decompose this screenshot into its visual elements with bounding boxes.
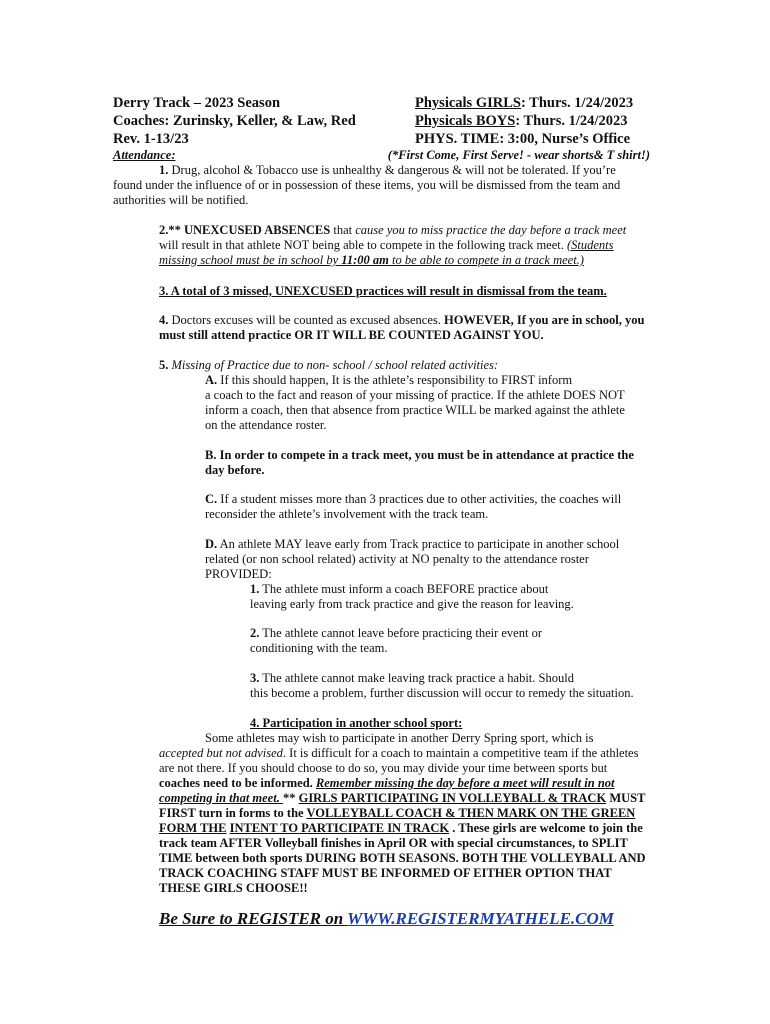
participation-line-8: track team AFTER Volleyball finishes in April OR with special circumstances, to SPLIT	[159, 836, 628, 850]
participation-line-2: accepted but not advised. It is difficult for a coach to maintain a competitive team if the athletes	[159, 746, 639, 760]
item-5a-line-2: a coach to the fact and reason of your missing of practice. If the athlete DOES NOT	[205, 388, 625, 402]
attendance-label: Attendance:	[113, 148, 176, 162]
item-5b-line-2: day before.	[205, 463, 265, 477]
participation-line-10: TRACK COACHING STAFF MUST BE INFORMED OF EITHER OPTION THAT	[159, 866, 612, 880]
item-4-line-2: must still attend practice OR IT WILL BE COUNTED AGAINST YOU.	[159, 328, 544, 342]
item-3: 3. A total of 3 missed, UNEXCUSED practices will result in dismissal from the team.	[159, 284, 607, 298]
physicals-boys	[415, 112, 633, 130]
participation-line-6: FIRST turn in forms to the VOLLEYBALL COACH & THEN MARK ON THE GREEN	[159, 806, 636, 820]
physicals-boys-label: Physicals BOYS	[415, 113, 516, 129]
item-1-line-1: 1. Drug, alcohol & Tobacco use is unhealthy & dangerous & will not be tolerated. If you’re	[159, 163, 616, 177]
item-2-line-1: 2.** UNEXCUSED ABSENCES that cause you to miss practice the day before a track meet	[159, 223, 627, 237]
participation-line-3: are not there. If you should choose to do so, you may divide your time between sports but	[159, 761, 608, 775]
item-5d-sub-4-heading: 4. Participation in another school sport:	[250, 716, 463, 730]
item-5d-sub-2-line-2: conditioning with the team.	[250, 641, 388, 655]
physicals-boys-date: : Thurs. 1/24/2023	[515, 113, 628, 129]
item-5-heading: 5. Missing of Practice due to non- school / school related activities:	[159, 358, 499, 372]
attendance-note: (*First Come, First Serve! - wear shorts& T shirt!)	[387, 148, 650, 162]
physicals-girls-label: Physicals GIRLS	[415, 95, 521, 111]
participation-line-11: THESE GIRLS CHOOSE!!	[159, 881, 308, 895]
item-5d-line-3: PROVIDED:	[205, 567, 272, 581]
participation-line-9: TIME between both sports DURING BOTH SEASONS. BOTH THE VOLLEYBALL AND	[159, 851, 646, 865]
item-5d-sub-2-line-1: 2. The athlete cannot leave before practicing their event or	[250, 626, 542, 640]
season-title: Derry Track – 2023 Season	[113, 95, 281, 111]
item-5a-line-3: inform a coach, then that absence from practice WILL be marked against the athlete	[205, 403, 625, 417]
item-5d-sub-3-line-1: 3. The athlete cannot make leaving track practice a habit. Should	[250, 671, 574, 685]
physicals-girls	[415, 94, 633, 112]
item-5b-line-1: B. In order to compete in a track meet, you must be in attendance at practice the	[205, 448, 634, 462]
item-1-line-2: found under the influence of or in possession of these items, you will be dismissed from the team and	[113, 178, 621, 192]
header-right	[415, 94, 633, 148]
participation-line-4: coaches need to be informed. Remember missing the day before a meet will result in not	[159, 776, 615, 790]
register-label: Be Sure to REGISTER on	[159, 909, 348, 928]
coaches-line: Coaches: Zurinsky, Keller, & Law, Red	[113, 113, 356, 129]
participation-line-7: FORM THE INTENT TO PARTICIPATE IN TRACK . These girls are welcome to join the	[159, 821, 643, 835]
item-5d-sub-3-line-2: this become a problem, further discussion will occur to remedy the situation.	[250, 686, 634, 700]
revision-line: Rev. 1-13/23	[113, 131, 189, 147]
item-5d-line-2: related (or non school related) activity at NO penalty to the attendance roster	[205, 552, 589, 566]
item-5c-line-2: reconsider the athlete’s involvement with the track team.	[205, 507, 489, 521]
register-link[interactable]: WWW.REGISTERMYATHELE.COM	[347, 909, 614, 928]
item-5c-line-1: C. If a student misses more than 3 practices due to other activities, the coaches will	[205, 492, 622, 506]
item-5d-line-1: D. An athlete MAY leave early from Track practice to participate in another school	[205, 537, 620, 551]
item-4-line-1: 4. Doctors excuses will be counted as excused absences. HOWEVER, If you are in school, you	[159, 313, 645, 327]
item-5a-line-1: A. If this should happen, It is the athlete’s responsibility to FIRST inform	[205, 373, 573, 387]
physicals-time: PHYS. TIME: 3:00, Nurse’s Office	[415, 131, 631, 147]
item-2-line-3: missing school must be in school by 11:00 am to be able to compete in a track meet.)	[159, 253, 584, 267]
participation-line-5: competing in that meet. ** GIRLS PARTICIPATING IN VOLLEYBALL & TRACK MUST	[159, 791, 646, 805]
item-5d-sub-1-line-1: 1. The athlete must inform a coach BEFORE practice about	[250, 582, 549, 596]
item-5a-line-4: on the attendance roster.	[205, 418, 327, 432]
participation-line-1: Some athletes may wish to participate in another Derry Spring sport, which is	[205, 731, 594, 745]
item-2-line-2: will result in that athlete NOT being able to compete in the following track meet. (Students	[159, 238, 614, 252]
item-5d-sub-1-line-2: leaving early from track practice and give the reason for leaving.	[250, 597, 574, 611]
header-left	[113, 94, 356, 148]
item-1-line-3: authorities will be notified.	[113, 193, 249, 207]
register-line	[159, 909, 614, 929]
physicals-girls-date: : Thurs. 1/24/2023	[520, 95, 634, 111]
